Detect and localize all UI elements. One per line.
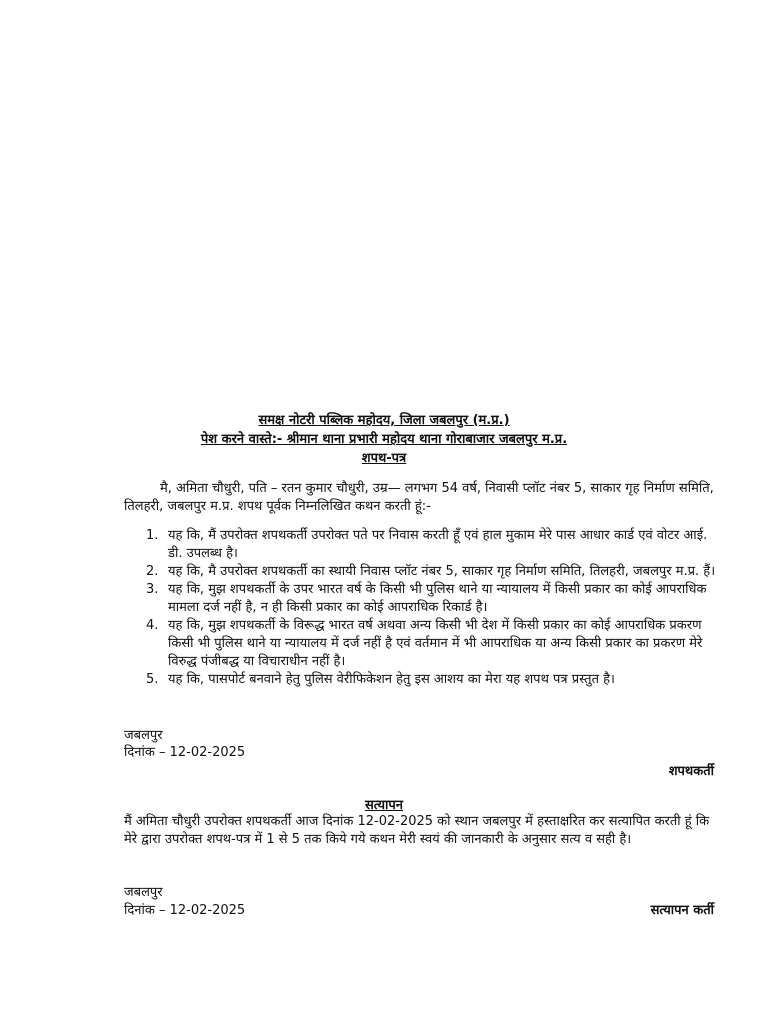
- intro-paragraph: मै, अमिता चौधुरी, पति – रतन कुमार चौधुरी, उम्र— लगभग 54 वर्ष, निवासी प्लॉट नंबर 5, साकार गृह निर्माण समिति, तिलहरी, जबलपुर म.प्र. शपथ पूर्वक निम्नलिखित कथन करती हूं:-: [124, 481, 714, 514]
- list-item: [124, 563, 719, 581]
- list-item-text: यह कि, मुझ शपथकर्ती के विरूद्ध भारत वर्ष अथवा अन्य किसी भी देश में किसी प्रकार का कोई आपराधिक प्रकरण किसी भी पुलिस थाने या न्यायालय में दर्ज नहीं है एवं वर्तमान में भी आपराधिक या अन्य किसी प्रकार का प्रकरण मेरे विरुद्ध पंजीबद्ध या विचाराधीन नहीं है।: [168, 618, 703, 669]
- list-item-text: यह कि, मुझ शपथकर्ती के उपर भारत वर्ष के किसी भी पुलिस थाने या न्यायालय में किसी प्रकार का कोई आपराधिक मामला दर्ज नहीं है, न ही किसी प्रकार का कोई आपराधिक रिकार्ड है।: [168, 582, 707, 615]
- list-item-number: 3.: [146, 582, 159, 597]
- list-item: [124, 671, 719, 689]
- document-title-text: शपथ-पत्र: [361, 451, 407, 466]
- heading-submitted-to: [0, 431, 768, 449]
- place-label: जबलपुर: [124, 728, 163, 743]
- date-label: दिनांक – 12-02-2025: [124, 745, 246, 760]
- list-item-text: यह कि, मैं उपरोक्त शपथकर्ती उपरोक्त पते पर निवास करती हूँ एवं हाल मुकाम मेरे पास आधार कार्ड एवं वोटर आई. डी. उपलब्ध है।: [168, 528, 708, 561]
- list-item: [124, 581, 719, 617]
- affidavit-points: [124, 527, 719, 689]
- verification-place-label: जबलपुर: [124, 885, 163, 900]
- list-item-text: यह कि, पासपोर्ट बनवाने हेतु पुलिस वेरीफिकेशन हेतु इस आशय का मेरा यह शपथ पत्र प्रस्तुत है।: [168, 672, 615, 687]
- list-item: [124, 527, 719, 563]
- verification-date-label: दिनांक – 12-02-2025: [124, 903, 246, 918]
- heading-notary: [0, 412, 768, 430]
- list-item: [124, 617, 719, 671]
- verification-paragraph: मैं अमिता चौधुरी उपरोक्त शपथकर्ती आज दिनांक 12-02-2025 को स्थान जबलपुर में हस्ताक्षरित कर सत्यापित करती हूं कि मेरे द्वारा उपरोक्त शपथ-पत्र में 1 से 5 तक किये गये कथन मेरी स्वयं की जानकारी के अनुसार सत्य व सही है।: [124, 814, 710, 847]
- list-item-number: 4.: [146, 618, 159, 633]
- list-item-number: 2.: [146, 564, 159, 579]
- list-item-number: 5.: [146, 672, 159, 687]
- verification-title: सत्यापन: [364, 798, 404, 813]
- heading-submitted-to-text: पेश करने वास्ते:- श्रीमान थाना प्रभारी महोदय थाना गोराबाजार जबलपुर म.प्र.: [200, 432, 568, 447]
- list-item-number: 1.: [146, 528, 159, 543]
- deponent-signature-label: शपथकर्ती: [668, 764, 714, 779]
- list-item-text: यह कि, मै उपरोक्त शपथकर्ती का स्थायी निवास प्लॉट नंबर 5, साकार गृह निर्माण समिति, तिलहरी, जबलपुर म.प्र. हैं।: [168, 564, 716, 579]
- verifier-signature-label: सत्यापन कर्ती: [650, 903, 714, 918]
- document-title: [0, 450, 768, 468]
- heading-notary-text: समक्ष नोटरी पब्लिक महोदय, जिला जबलपुर (म.प्र.): [258, 413, 510, 428]
